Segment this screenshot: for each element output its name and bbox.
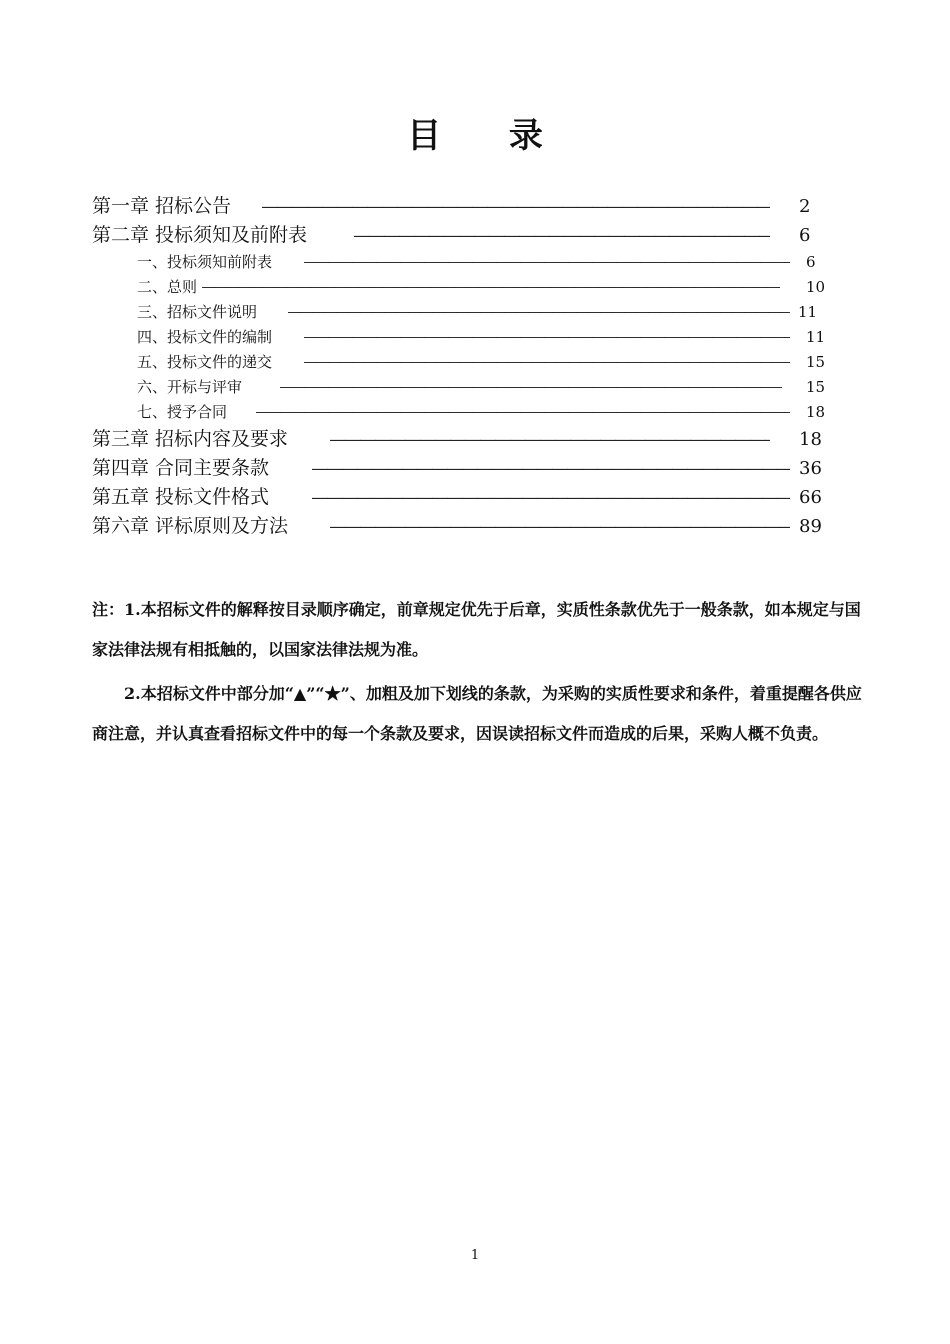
toc-entry-chapter-4[interactable] bbox=[92, 454, 832, 483]
toc-entry-chapter-1[interactable] bbox=[92, 192, 832, 221]
toc-leader bbox=[304, 325, 790, 350]
toc-entry-label: 第六章 评标原则及方法 bbox=[92, 515, 289, 537]
toc-entry-section-1[interactable] bbox=[92, 250, 832, 275]
toc-entry-page: 6 bbox=[799, 225, 811, 246]
toc-entry-label: 第三章 招标内容及要求 bbox=[92, 428, 289, 450]
toc-entry-section-7[interactable] bbox=[92, 400, 832, 425]
notes bbox=[92, 590, 862, 754]
toc-entry-page: 2 bbox=[799, 196, 811, 217]
toc-entry-section-6[interactable] bbox=[92, 375, 832, 400]
toc-entry-chapter-6[interactable] bbox=[92, 512, 832, 541]
toc-entry-page: 6 bbox=[806, 253, 816, 271]
note-paragraph-2: 2.本招标文件中部分加“▲”“★”、加粗及加下划线的条款，为采购的实质性要求和条件，着重提醒各供应商注意，并认真查看招标文件中的每一个条款及要求，因误读招标文件而造成的后果，采购人概不负责。 bbox=[92, 684, 862, 743]
toc-title: 目 录 bbox=[407, 116, 571, 156]
toc-leader bbox=[280, 375, 782, 400]
toc-entry-page: 11 bbox=[806, 328, 826, 346]
toc-leader bbox=[288, 300, 790, 325]
toc-entry-label: 四、投标文件的编制 bbox=[137, 328, 273, 346]
toc-entry-label: 一、投标须知前附表 bbox=[137, 253, 273, 271]
toc-entry-page: 15 bbox=[806, 353, 826, 371]
toc-entry-section-4[interactable] bbox=[92, 325, 832, 350]
toc-leader bbox=[304, 350, 790, 375]
toc-leader bbox=[262, 192, 770, 221]
toc-entry-chapter-5[interactable] bbox=[92, 483, 832, 512]
toc-entry-label: 三、招标文件说明 bbox=[137, 303, 258, 321]
toc-leader bbox=[202, 275, 780, 300]
toc-entry-label: 六、开标与评审 bbox=[137, 378, 243, 396]
toc-entry-page: 18 bbox=[799, 429, 822, 450]
toc-entry-label: 第一章 招标公告 bbox=[92, 195, 232, 217]
toc-entry-label: 第二章 投标须知及前附表 bbox=[92, 224, 308, 246]
toc-leader bbox=[312, 483, 790, 512]
toc-entry-label: 二、总则 bbox=[137, 278, 198, 296]
toc-entry-label: 七、授予合同 bbox=[137, 403, 228, 421]
toc-entry-chapter-3[interactable] bbox=[92, 425, 832, 454]
toc-entry-page: 11 bbox=[798, 303, 818, 321]
table-of-contents bbox=[92, 192, 832, 541]
toc-entry-chapter-2[interactable] bbox=[92, 221, 832, 250]
toc-entry-page: 89 bbox=[799, 516, 822, 537]
toc-entry-label: 第五章 投标文件格式 bbox=[92, 486, 270, 508]
page-number: 1 bbox=[470, 1248, 480, 1263]
toc-entry-label: 五、投标文件的递交 bbox=[137, 353, 273, 371]
note-paragraph-1: 注：1.本招标文件的解释按目录顺序确定，前章规定优先于后章，实质性条款优先于一般条款，如本规定与国家法律法规有相抵触的，以国家法律法规为准。 bbox=[92, 600, 861, 659]
toc-entry-page: 10 bbox=[806, 278, 826, 296]
toc-entry-section-2[interactable] bbox=[92, 275, 832, 300]
toc-leader bbox=[304, 250, 790, 275]
toc-leader bbox=[354, 221, 770, 250]
toc-leader bbox=[256, 400, 790, 425]
toc-entry-section-3[interactable] bbox=[92, 300, 832, 325]
toc-entry-page: 66 bbox=[799, 487, 822, 508]
toc-leader bbox=[312, 454, 790, 483]
toc-entry-section-5[interactable] bbox=[92, 350, 832, 375]
toc-entry-label: 第四章 合同主要条款 bbox=[92, 457, 270, 479]
toc-leader bbox=[330, 512, 790, 541]
toc-leader bbox=[330, 425, 770, 454]
toc-entry-page: 18 bbox=[806, 403, 826, 421]
toc-entry-page: 36 bbox=[799, 458, 822, 479]
toc-entry-page: 15 bbox=[806, 378, 826, 396]
